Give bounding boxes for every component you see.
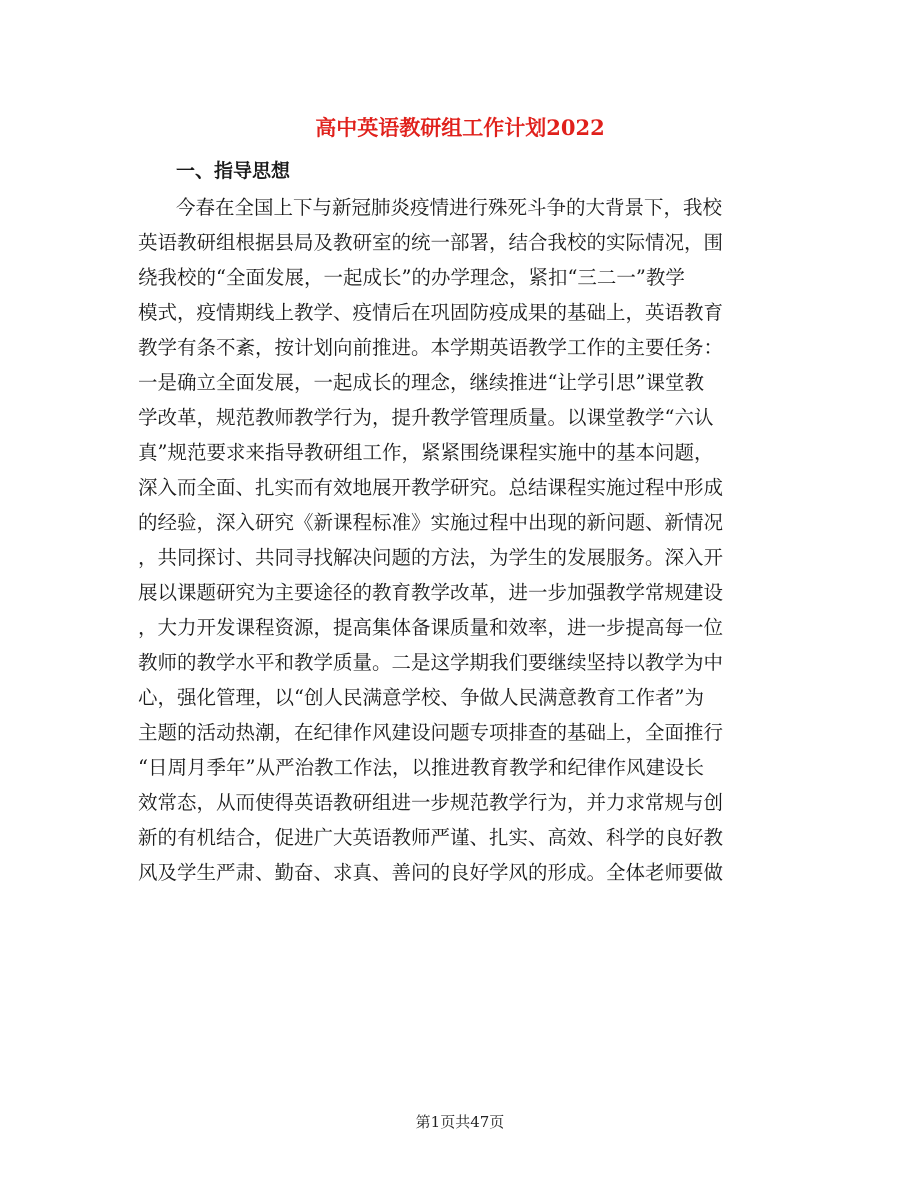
paragraph-line: 真”规范要求来指导教研组工作，紧紧围绕课程实施中的基本问题， bbox=[138, 441, 714, 464]
paragraph-line: 心，强化管理，以“创人民满意学校、争做人民满意教育工作者”为 bbox=[138, 686, 704, 709]
paragraph-line: 深入而全面、扎实而有效地展开教学研究。总结课程实施过程中形成 bbox=[138, 476, 724, 499]
paragraph-line: 学改革，规范教师教学行为，提升教学管理质量。以课堂教学“六认 bbox=[138, 406, 714, 429]
paragraph-line: 新的有机结合，促进广大英语教师严谨、扎实、高效、科学的良好教 bbox=[138, 826, 724, 849]
paragraph-line: 效常态，从而使得英语教研组进一步规范教学行为，并力求常规与创 bbox=[138, 791, 724, 814]
section-heading: 一、指导思想 bbox=[176, 160, 291, 182]
paragraph-line: 模式，疫情期线上教学、疫情后在巩固防疫成果的基础上，英语教育 bbox=[138, 301, 724, 324]
paragraph-line: 展以课题研究为主要途径的教育教学改革，进一步加强教学常规建设 bbox=[138, 581, 724, 604]
paragraph-line: 的经验，深入研究《新课程标准》实施过程中出现的新问题、新情况 bbox=[138, 511, 724, 534]
paragraph-line: 教师的教学水平和教学质量。二是这学期我们要继续坚持以教学为中 bbox=[138, 651, 724, 674]
document-title: 高中英语教研组工作计划2022 bbox=[315, 115, 605, 140]
page-number: 第1页共47页 bbox=[415, 1113, 505, 1131]
paragraph-line: ，共同探讨、共同寻找解决问题的方法，为学生的发展服务。深入开 bbox=[138, 546, 724, 569]
paragraph-line: 风及学生严肃、勤奋、求真、善问的良好学风的形成。全体老师要做 bbox=[138, 861, 724, 884]
paragraph-line: “日周月季年”从严治教工作法，以推进教育教学和纪律作风建设长 bbox=[138, 756, 704, 779]
paragraph-line: 教学有条不紊，按计划向前推进。本学期英语教学工作的主要任务： bbox=[138, 336, 724, 359]
paragraph-line: 今春在全国上下与新冠肺炎疫情进行殊死斗争的大背景下，我校 bbox=[176, 196, 723, 219]
body-paragraph bbox=[138, 190, 778, 890]
paragraph-line: ，大力开发课程资源，提高集体备课质量和效率，进一步提高每一位 bbox=[138, 616, 724, 639]
paragraph-line: 一是确立全面发展，一起成长的理念，继续推进“让学引思”课堂教 bbox=[138, 371, 704, 394]
paragraph-line: 绕我校的“全面发展，一起成长”的办学理念，紧扣“三二一”教学 bbox=[138, 266, 685, 289]
paragraph-line: 英语教研组根据县局及教研室的统一部署，结合我校的实际情况，围 bbox=[138, 231, 724, 254]
paragraph-line: 主题的活动热潮，在纪律作风建设问题专项排查的基础上，全面推行 bbox=[138, 721, 724, 744]
